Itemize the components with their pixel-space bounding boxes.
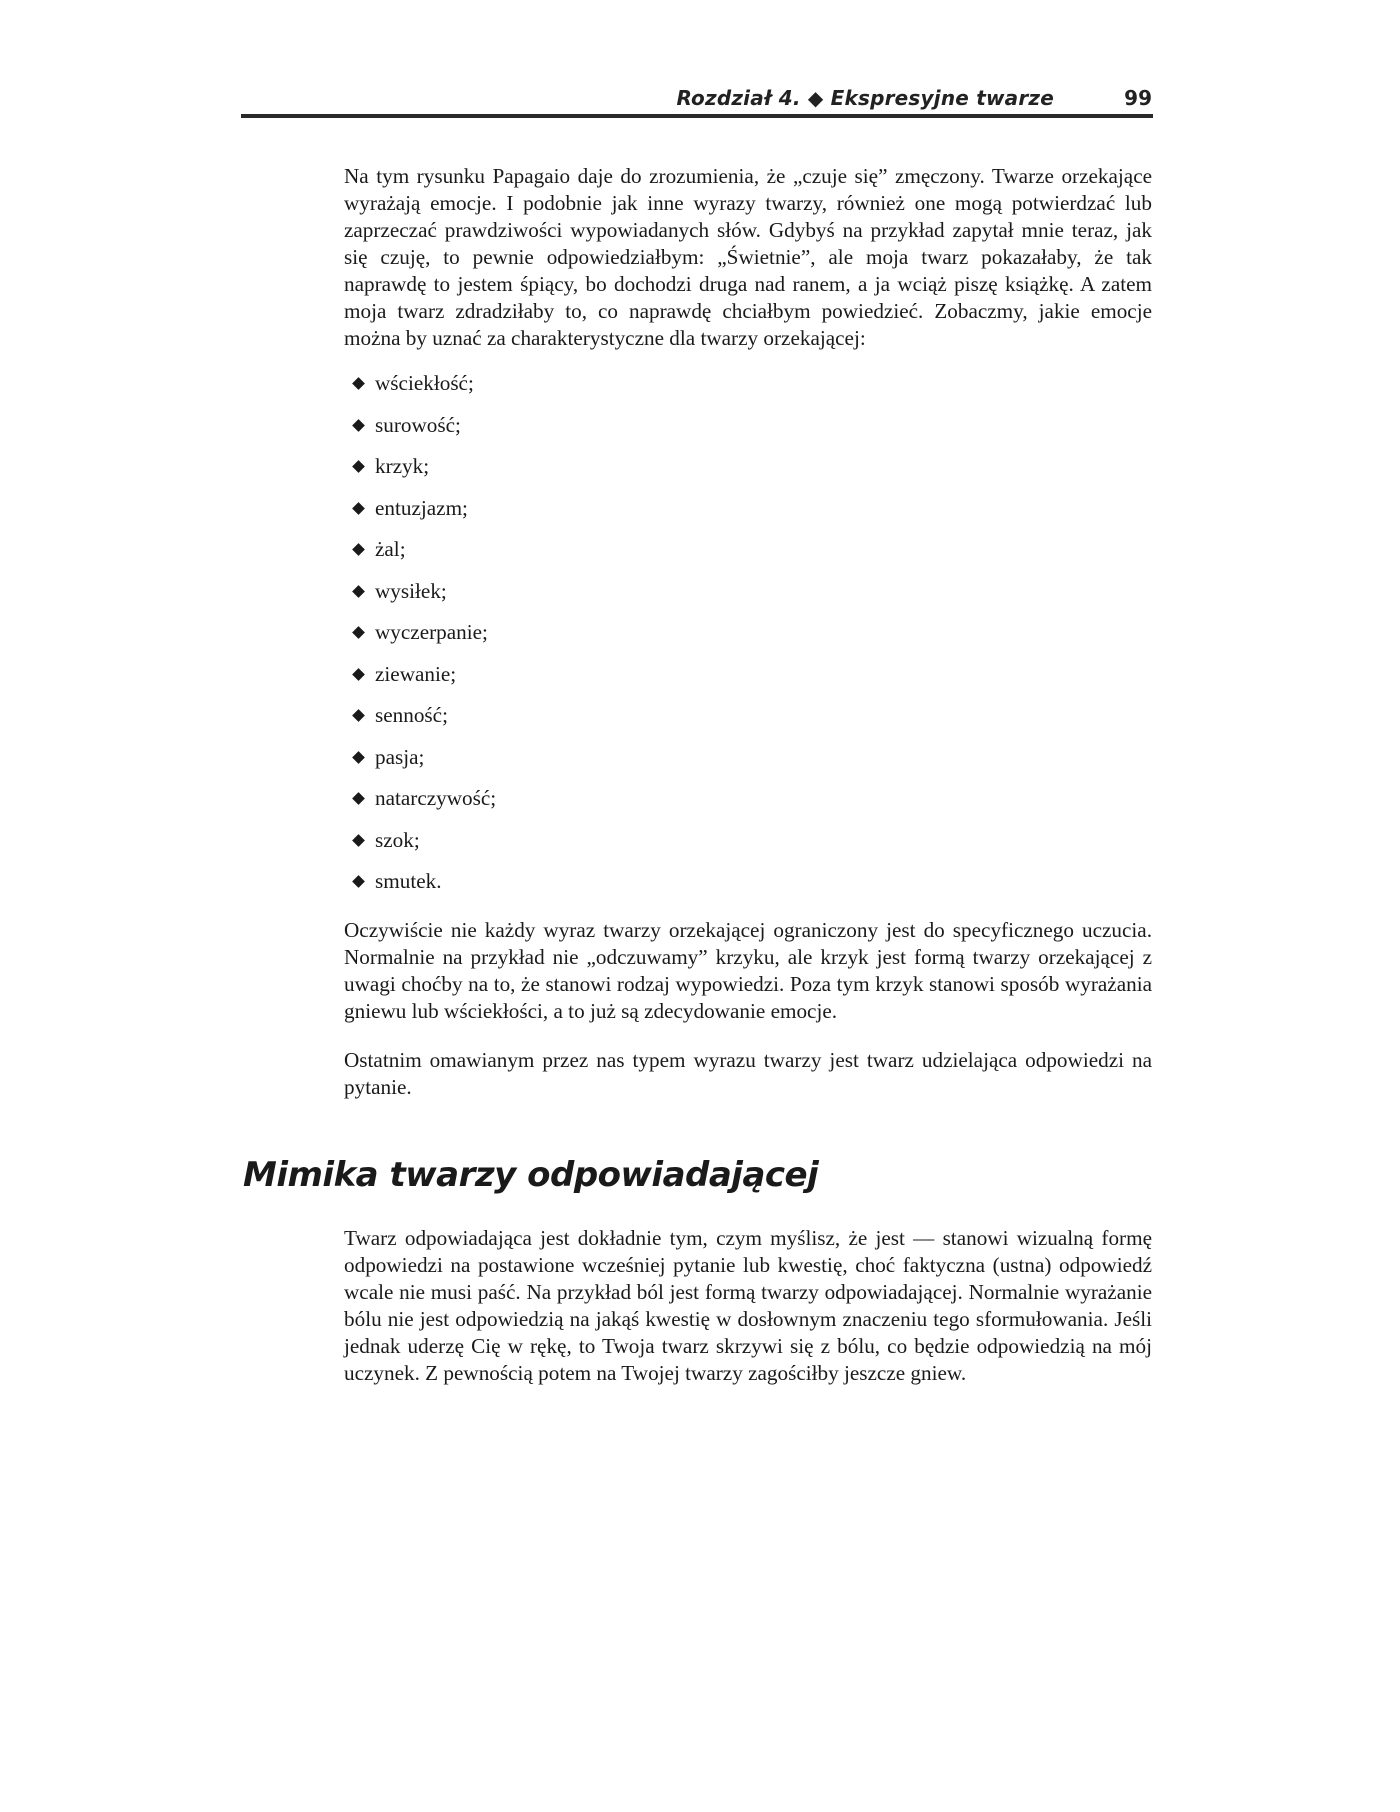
list-item xyxy=(351,495,496,537)
diamond-bullet-icon xyxy=(352,668,365,681)
list-item xyxy=(351,370,496,412)
header-rule xyxy=(241,114,1153,118)
list-item-text: wyczerpanie; xyxy=(375,620,488,644)
paragraph-intro: Na tym rysunku Papagaio daje do zrozumienia, że „czuje się” zmęczony. Twarze orzekające wyrażają emocje. I podobnie jak inne wyrazy twarzy, również one mogą potwierdzać lub zaprzeczać prawdziwości wypowiadanych słów. Gdybyś na przykład zapytał mnie teraz, jak się czuję, to pewnie odpowiedziałbym: „Świetnie”, ale moja twarz pokazałaby, że tak naprawdę to jestem śpiący, bo dochodzi druga nad ranem, a ja wciąż piszę książkę. A zatem moja twarz zdradziłaby to, co naprawdę chciałbym powiedzieć. Zobaczmy, jakie emocje można by uznać za charakterystyczne dla twarzy orzekającej: xyxy=(344,164,1152,350)
diamond-bullet-icon xyxy=(352,709,365,722)
diamond-bullet-icon xyxy=(352,460,365,473)
list-item-text: surowość; xyxy=(375,412,461,437)
diamond-bullet-icon xyxy=(352,834,365,847)
list-item xyxy=(351,702,496,744)
diamond-bullet-icon xyxy=(352,875,365,888)
running-title: Rozdział 4. ◆ Ekspresyjne twarze xyxy=(676,86,1054,110)
list-item-text: pasja; xyxy=(375,744,425,769)
section-heading: Mimika twarzy odpowiadającej xyxy=(243,1155,819,1195)
list-item xyxy=(351,453,496,495)
emotions-list xyxy=(351,370,496,910)
paragraph-transition: Ostatnim omawianym przez nas typem wyrazu twarzy jest twarz udzielająca odpowiedzi na pytanie. xyxy=(344,1048,1152,1099)
list-item xyxy=(351,536,496,578)
diamond-bullet-icon xyxy=(352,419,365,432)
list-item-text: żal; xyxy=(375,537,406,561)
list-item-text: natarczywość; xyxy=(375,786,497,810)
list-item-text: wysiłek; xyxy=(375,578,447,603)
list-item-text: entuzjazm; xyxy=(375,495,468,520)
diamond-bullet-icon xyxy=(352,751,365,764)
list-item xyxy=(351,744,496,786)
list-item xyxy=(351,827,496,869)
running-head xyxy=(241,86,1152,116)
list-item-text: ziewanie; xyxy=(375,661,457,686)
diamond-bullet-icon xyxy=(352,543,365,556)
list-item xyxy=(351,578,496,620)
list-item xyxy=(351,785,496,827)
page-number: 99 xyxy=(1124,86,1152,110)
list-item-text: senność; xyxy=(375,703,448,727)
paragraph-clarification: Oczywiście nie każdy wyraz twarzy orzekającej ograniczony jest do specyficznego uczucia. Normalnie na przykład nie „odczuwamy” krzyku, ale krzyk jest formą twarzy orzekającej z uwagi choćby na to, że stanowi rodzaj wypowiedzi. Poza tym krzyk stanowi sposób wyrażania gniewu lub wściekłości, a to już są zdecydowanie emocje. xyxy=(344,918,1152,1023)
paragraph-answering-face: Twarz odpowiadająca jest dokładnie tym, czym myślisz, że jest — stanowi wizualną formę odpowiedzi na postawione wcześniej pytanie lub kwestię, choć faktyczna (ustna) odpowiedź wcale nie musi paść. Na przykład ból jest formą twarzy odpowiadającej. Normalnie wyrażanie bólu nie jest odpowiedzią na jakąś kwestię w dosłownym znaczeniu tego sformułowania. Jeśli jednak uderzę Cię w rękę, to Twoja twarz skrzywi się z bólu, co będzie odpowiedzią na mój uczynek. Z pewnością potem na Twojej twarzy zagościłby jeszcze gniew. xyxy=(344,1226,1152,1385)
diamond-bullet-icon xyxy=(352,585,365,598)
diamond-bullet-icon xyxy=(352,377,365,390)
list-item-text: wściekłość; xyxy=(375,371,474,395)
diamond-bullet-icon xyxy=(352,792,365,805)
list-item xyxy=(351,661,496,703)
diamond-bullet-icon xyxy=(352,502,365,515)
diamond-bullet-icon xyxy=(352,626,365,639)
list-item-text: smutek. xyxy=(375,869,442,893)
list-item xyxy=(351,412,496,454)
list-item xyxy=(351,619,496,661)
list-item xyxy=(351,868,496,910)
list-item-text: szok; xyxy=(375,827,420,852)
list-item-text: krzyk; xyxy=(375,454,430,478)
